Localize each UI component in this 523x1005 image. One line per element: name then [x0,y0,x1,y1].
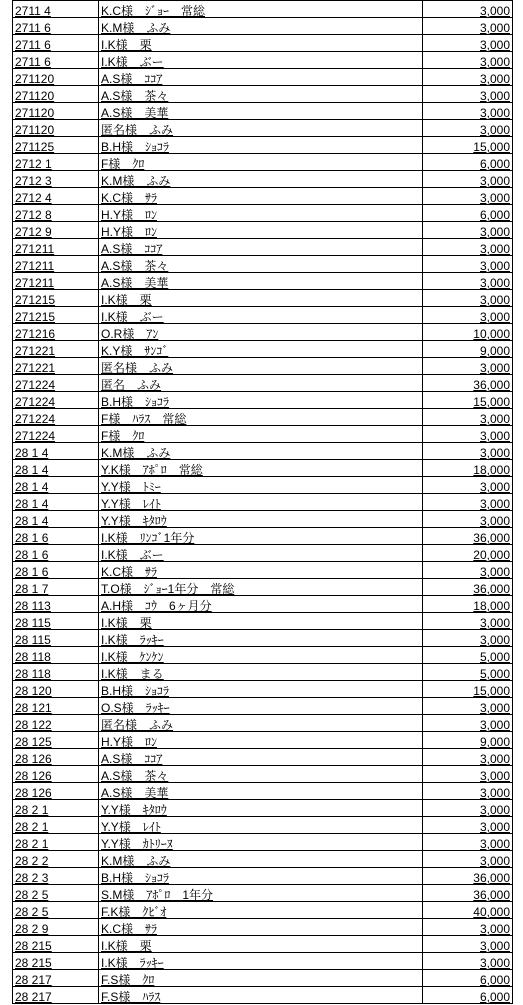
table-row [13,86,513,103]
donor-cell[interactable]: F様 ｸﾛ [99,426,423,443]
donor-cell[interactable]: A.H様 ｺｳ 6ヶ月分 [99,596,423,613]
date-cell[interactable]: 271221 [13,358,99,375]
amount-cell[interactable]: 3,000 [423,103,513,120]
table-row [13,52,513,69]
table-row [13,222,513,239]
amount-cell[interactable]: 3,000 [423,817,513,834]
donor-cell[interactable]: H.Y様 ﾛﾝ [99,732,423,749]
date-cell[interactable]: 271224 [13,426,99,443]
donor-cell[interactable]: K.M様 ふみ [99,851,423,868]
donor-cell[interactable]: 匿名様 ふみ [99,715,423,732]
table-row [13,69,513,86]
amount-cell[interactable]: 40,000 [423,902,513,919]
table-row [13,783,513,800]
donor-cell[interactable]: F様 ｸﾛ [99,154,423,171]
amount-cell[interactable]: 3,000 [423,171,513,188]
table-row [13,528,513,545]
donor-cell[interactable]: A.S様 美華 [99,273,423,290]
amount-cell[interactable]: 3,000 [423,239,513,256]
amount-cell[interactable]: 6,000 [423,205,513,222]
table-row [13,681,513,698]
table-row [13,953,513,970]
donor-cell[interactable]: B.H様 ｼｮｺﾗ [99,392,423,409]
amount-cell[interactable]: 3,000 [423,290,513,307]
table-row [13,341,513,358]
table-row [13,18,513,35]
table-row [13,256,513,273]
donor-cell[interactable]: B.H様 ｼｮｺﾗ [99,681,423,698]
donor-cell[interactable]: A.S様 ｺｺｱ [99,69,423,86]
amount-cell[interactable]: 6,000 [423,970,513,987]
table-row [13,817,513,834]
date-cell[interactable]: 28 2 1 [13,834,99,851]
date-cell[interactable]: 271224 [13,392,99,409]
donor-cell[interactable]: A.S様 茶々 [99,86,423,103]
date-cell[interactable]: 28 115 [13,630,99,647]
amount-cell[interactable]: 3,000 [423,562,513,579]
donor-cell[interactable]: I.K様 栗 [99,290,423,307]
date-cell[interactable]: 28 215 [13,953,99,970]
amount-cell[interactable]: 3,000 [423,936,513,953]
amount-cell[interactable]: 10,000 [423,324,513,341]
date-cell[interactable]: 271120 [13,103,99,120]
donor-cell[interactable]: K.C様 ｻﾗ [99,562,423,579]
amount-cell[interactable]: 36,000 [423,868,513,885]
date-cell[interactable]: 28 2 3 [13,868,99,885]
date-cell[interactable]: 271221 [13,341,99,358]
date-cell[interactable]: 28 1 4 [13,511,99,528]
amount-cell[interactable]: 3,000 [423,630,513,647]
donor-cell[interactable]: Y.Y様 ﾚｲﾄ [99,494,423,511]
table-row [13,443,513,460]
table-row [13,375,513,392]
table-row [13,324,513,341]
amount-cell[interactable]: 3,000 [423,783,513,800]
table-row [13,766,513,783]
amount-cell[interactable]: 3,000 [423,256,513,273]
donor-cell[interactable]: K.C様 ｻﾗ [99,188,423,205]
donor-cell[interactable]: Y.Y様 ｷﾀﾛｳ [99,800,423,817]
date-cell[interactable]: 28 122 [13,715,99,732]
date-cell[interactable]: 28 1 7 [13,579,99,596]
donor-cell[interactable]: I.K様 まる [99,664,423,681]
amount-cell[interactable]: 3,000 [423,409,513,426]
donor-cell[interactable]: H.Y様 ﾛﾝ [99,205,423,222]
donor-cell[interactable]: T.O様 ｼﾞｮｰ1年分 常総 [99,579,423,596]
donor-cell[interactable]: F.K様 ｸﾋﾞｵ [99,902,423,919]
amount-cell[interactable]: 18,000 [423,460,513,477]
date-cell[interactable]: 271224 [13,409,99,426]
donor-cell[interactable]: A.S様 美華 [99,103,423,120]
amount-cell[interactable]: 15,000 [423,681,513,698]
table-row [13,715,513,732]
amount-cell[interactable]: 3,000 [423,222,513,239]
table-row [13,800,513,817]
amount-cell[interactable]: 3,000 [423,851,513,868]
amount-cell[interactable]: 36,000 [423,885,513,902]
amount-cell[interactable]: 3,000 [423,52,513,69]
amount-cell[interactable]: 9,000 [423,341,513,358]
table-row [13,647,513,664]
amount-cell[interactable]: 18,000 [423,596,513,613]
amount-cell[interactable]: 3,000 [423,426,513,443]
donor-cell[interactable]: K.M様 ふみ [99,18,423,35]
date-cell[interactable]: 28 1 6 [13,562,99,579]
date-cell[interactable]: 2711 6 [13,35,99,52]
donation-table-body [13,1,513,1004]
table-row [13,239,513,256]
donor-cell[interactable]: Y.Y様 ﾄﾐｰ [99,477,423,494]
amount-cell[interactable]: 5,000 [423,647,513,664]
amount-cell[interactable]: 3,000 [423,800,513,817]
table-row [13,460,513,477]
table-row [13,613,513,630]
table-row [13,562,513,579]
date-cell[interactable]: 2712 8 [13,205,99,222]
date-cell[interactable]: 271215 [13,290,99,307]
date-cell[interactable]: 271215 [13,307,99,324]
table-row [13,664,513,681]
amount-cell[interactable]: 3,000 [423,273,513,290]
date-cell[interactable]: 28 2 2 [13,851,99,868]
table-row [13,426,513,443]
donor-cell[interactable]: B.H様 ｼｮｺﾗ [99,137,423,154]
date-cell[interactable]: 2711 4 [13,1,99,18]
table-row [13,987,513,1004]
amount-cell[interactable]: 9,000 [423,732,513,749]
table-row [13,579,513,596]
date-cell[interactable]: 28 125 [13,732,99,749]
table-row [13,154,513,171]
donor-cell[interactable]: O.R様 ｱﾝ [99,324,423,341]
amount-cell[interactable]: 3,000 [423,766,513,783]
table-row [13,307,513,324]
date-cell[interactable]: 28 113 [13,596,99,613]
donor-cell[interactable]: K.C様 ｼﾞｮｰ 常総 [99,1,423,18]
amount-cell[interactable]: 3,000 [423,18,513,35]
date-cell[interactable]: 28 2 1 [13,817,99,834]
date-cell[interactable]: 28 126 [13,766,99,783]
date-cell[interactable]: 2712 9 [13,222,99,239]
amount-cell[interactable]: 3,000 [423,69,513,86]
amount-cell[interactable]: 3,000 [423,120,513,137]
donor-cell[interactable]: I.K様 栗 [99,936,423,953]
table-row [13,834,513,851]
donor-cell[interactable]: Y.Y様 ﾚｲﾄ [99,817,423,834]
amount-cell[interactable]: 36,000 [423,528,513,545]
amount-cell[interactable]: 36,000 [423,579,513,596]
amount-cell[interactable]: 3,000 [423,494,513,511]
date-cell[interactable]: 28 217 [13,970,99,987]
donor-cell[interactable]: I.K様 ぶー [99,52,423,69]
date-cell[interactable]: 28 1 4 [13,494,99,511]
table-row [13,511,513,528]
donor-cell[interactable]: A.S様 茶々 [99,256,423,273]
amount-cell[interactable]: 3,000 [423,953,513,970]
table-row [13,936,513,953]
table-row [13,477,513,494]
table-row [13,392,513,409]
donor-cell[interactable]: K.M様 ふみ [99,171,423,188]
date-cell[interactable]: 28 1 6 [13,545,99,562]
donor-cell[interactable]: A.S様 ｺｺｱ [99,749,423,766]
amount-cell[interactable]: 3,000 [423,834,513,851]
date-cell[interactable]: 28 121 [13,698,99,715]
table-row [13,596,513,613]
table-row [13,970,513,987]
amount-cell[interactable]: 3,000 [423,307,513,324]
table-row [13,409,513,426]
amount-cell[interactable]: 6,000 [423,987,513,1004]
amount-cell[interactable]: 3,000 [423,613,513,630]
table-row [13,35,513,52]
donor-cell[interactable]: K.C様 ｻﾗ [99,919,423,936]
date-cell[interactable]: 271211 [13,256,99,273]
date-cell[interactable]: 28 126 [13,749,99,766]
donor-cell[interactable]: I.K様 ｹﾝｹﾝ [99,647,423,664]
amount-cell[interactable]: 36,000 [423,375,513,392]
date-cell[interactable]: 28 118 [13,664,99,681]
donor-cell[interactable]: Y.K様 ｱﾎﾟﾛ 常総 [99,460,423,477]
amount-cell[interactable]: 3,000 [423,919,513,936]
table-row [13,171,513,188]
table-row [13,1,513,18]
table-row [13,732,513,749]
table-row [13,545,513,562]
donation-table [12,0,513,1004]
donor-cell[interactable]: S.M様 ｱﾎﾟﾛ 1年分 [99,885,423,902]
donor-cell[interactable]: Y.Y様 ｶﾄﾘｰﾇ [99,834,423,851]
table-row [13,630,513,647]
amount-cell[interactable]: 3,000 [423,749,513,766]
table-row [13,749,513,766]
amount-cell[interactable]: 20,000 [423,545,513,562]
amount-cell[interactable]: 3,000 [423,358,513,375]
date-cell[interactable]: 271125 [13,137,99,154]
table-row [13,290,513,307]
table-row [13,851,513,868]
donor-cell[interactable]: K.M様 ふみ [99,443,423,460]
date-cell[interactable]: 28 2 1 [13,800,99,817]
table-row [13,885,513,902]
amount-cell[interactable]: 3,000 [423,477,513,494]
donor-cell[interactable]: A.S様 茶々 [99,766,423,783]
date-cell[interactable]: 28 118 [13,647,99,664]
table-row [13,358,513,375]
date-cell[interactable]: 271120 [13,69,99,86]
donor-cell[interactable]: I.K様 ﾗｯｷｰ [99,953,423,970]
date-cell[interactable]: 28 1 4 [13,443,99,460]
donor-cell[interactable]: H.Y様 ﾛﾝ [99,222,423,239]
date-cell[interactable]: 271120 [13,86,99,103]
date-cell[interactable]: 271211 [13,239,99,256]
amount-cell[interactable]: 6,000 [423,154,513,171]
date-cell[interactable]: 271224 [13,375,99,392]
date-cell[interactable]: 2711 6 [13,52,99,69]
date-cell[interactable]: 28 1 4 [13,477,99,494]
donor-cell[interactable]: 匿名様 ふみ [99,358,423,375]
donor-cell[interactable]: I.K様 ﾗｯｷｰ [99,630,423,647]
donor-cell[interactable]: I.K様 ﾘﾝｺﾞ1年分 [99,528,423,545]
amount-cell[interactable]: 3,000 [423,188,513,205]
amount-cell[interactable]: 15,000 [423,392,513,409]
table-row [13,902,513,919]
table-row [13,919,513,936]
donor-cell[interactable]: I.K様 ぶー [99,307,423,324]
amount-cell[interactable]: 3,000 [423,35,513,52]
table-row [13,120,513,137]
amount-cell[interactable]: 3,000 [423,1,513,18]
date-cell[interactable]: 2712 3 [13,171,99,188]
donor-cell[interactable]: I.K様 栗 [99,35,423,52]
date-cell[interactable]: 28 115 [13,613,99,630]
table-row [13,494,513,511]
date-cell[interactable]: 2712 1 [13,154,99,171]
table-row [13,273,513,290]
donor-cell[interactable]: A.S様 美華 [99,783,423,800]
date-cell[interactable]: 28 1 6 [13,528,99,545]
table-row [13,137,513,154]
donor-cell[interactable]: 匿名 ふみ [99,375,423,392]
date-cell[interactable]: 28 215 [13,936,99,953]
donor-cell[interactable]: O.S様 ﾗｯｷｰ [99,698,423,715]
donor-cell[interactable]: 匿名様 ふみ [99,120,423,137]
donor-cell[interactable]: B.H様 ｼｮｺﾗ [99,868,423,885]
amount-cell[interactable]: 3,000 [423,698,513,715]
table-row [13,868,513,885]
amount-cell[interactable]: 5,000 [423,664,513,681]
donor-cell[interactable]: Y.Y様 ｷﾀﾛｳ [99,511,423,528]
date-cell[interactable]: 271120 [13,120,99,137]
date-cell[interactable]: 2712 4 [13,188,99,205]
date-cell[interactable]: 28 2 5 [13,885,99,902]
donor-cell[interactable]: A.S様 ｺｺｱ [99,239,423,256]
date-cell[interactable]: 28 126 [13,783,99,800]
donor-cell[interactable]: K.Y様 ｻﾝｺﾞ [99,341,423,358]
amount-cell[interactable]: 3,000 [423,511,513,528]
table-row [13,698,513,715]
amount-cell[interactable]: 3,000 [423,715,513,732]
date-cell[interactable]: 271211 [13,273,99,290]
donor-cell[interactable]: F.S様 ｸﾛ [99,970,423,987]
donor-cell[interactable]: F.S様 ﾊﾗｽ [99,987,423,1004]
date-cell[interactable]: 271216 [13,324,99,341]
table-row [13,188,513,205]
date-cell[interactable]: 28 120 [13,681,99,698]
date-cell[interactable]: 28 1 4 [13,460,99,477]
amount-cell[interactable]: 3,000 [423,443,513,460]
table-row [13,103,513,120]
donor-cell[interactable]: F様 ﾊﾗｽ 常総 [99,409,423,426]
amount-cell[interactable]: 15,000 [423,137,513,154]
date-cell[interactable]: 28 217 [13,987,99,1004]
donor-cell[interactable]: I.K様 ぶー [99,545,423,562]
date-cell[interactable]: 28 2 9 [13,919,99,936]
amount-cell[interactable]: 3,000 [423,86,513,103]
table-row [13,205,513,222]
date-cell[interactable]: 28 2 5 [13,902,99,919]
donor-cell[interactable]: I.K様 栗 [99,613,423,630]
date-cell[interactable]: 2711 6 [13,18,99,35]
